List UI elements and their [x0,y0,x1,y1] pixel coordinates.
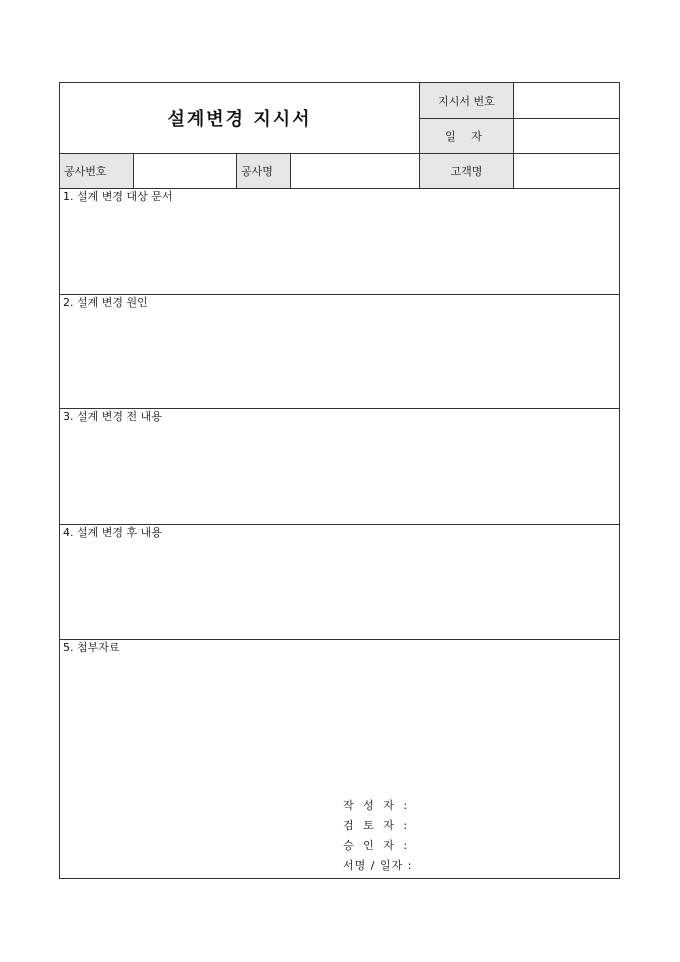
client-field[interactable] [513,153,619,188]
project-no-field[interactable] [133,153,236,188]
client-label-cell [419,153,513,188]
project-name-label: 공사명 [241,165,273,178]
date-label: 일 자 [445,130,488,143]
author-signature-line[interactable]: 작 성 자 : [343,799,411,812]
client-label: 고객명 [450,165,483,178]
title-cell [60,83,419,153]
project-no-label: 공사번호 [64,165,107,178]
project-name-label-cell [236,153,290,188]
design-change-order-form [59,82,620,879]
section-change-cause[interactable] [60,294,619,408]
form-title: 설계변경 지시서 [167,109,312,130]
section-target-documents[interactable] [60,188,619,294]
date-field[interactable] [513,118,619,153]
order-no-label-cell [419,83,513,118]
approver-signature-line[interactable]: 승 인 자 : [343,839,411,852]
project-no-label-cell [60,153,133,188]
section-before-change[interactable] [60,408,619,524]
project-name-field[interactable] [290,153,419,188]
section-heading: 2. 설계 변경 원인 [63,296,148,309]
section-attachments[interactable] [60,639,619,878]
sign-date-line[interactable]: 서명 / 일자 : [343,859,413,872]
section-after-change[interactable] [60,524,619,639]
order-no-label: 지시서 번호 [438,94,495,108]
reviewer-signature-line[interactable]: 검 토 자 : [343,819,411,832]
section-heading: 3. 설계 변경 전 내용 [63,410,162,423]
order-no-field[interactable] [513,83,619,118]
date-label-cell [419,118,513,153]
section-heading: 1. 설계 변경 대상 문서 [63,190,173,203]
section-heading: 5. 첨부자료 [63,641,120,654]
section-heading: 4. 설계 변경 후 내용 [63,526,162,539]
